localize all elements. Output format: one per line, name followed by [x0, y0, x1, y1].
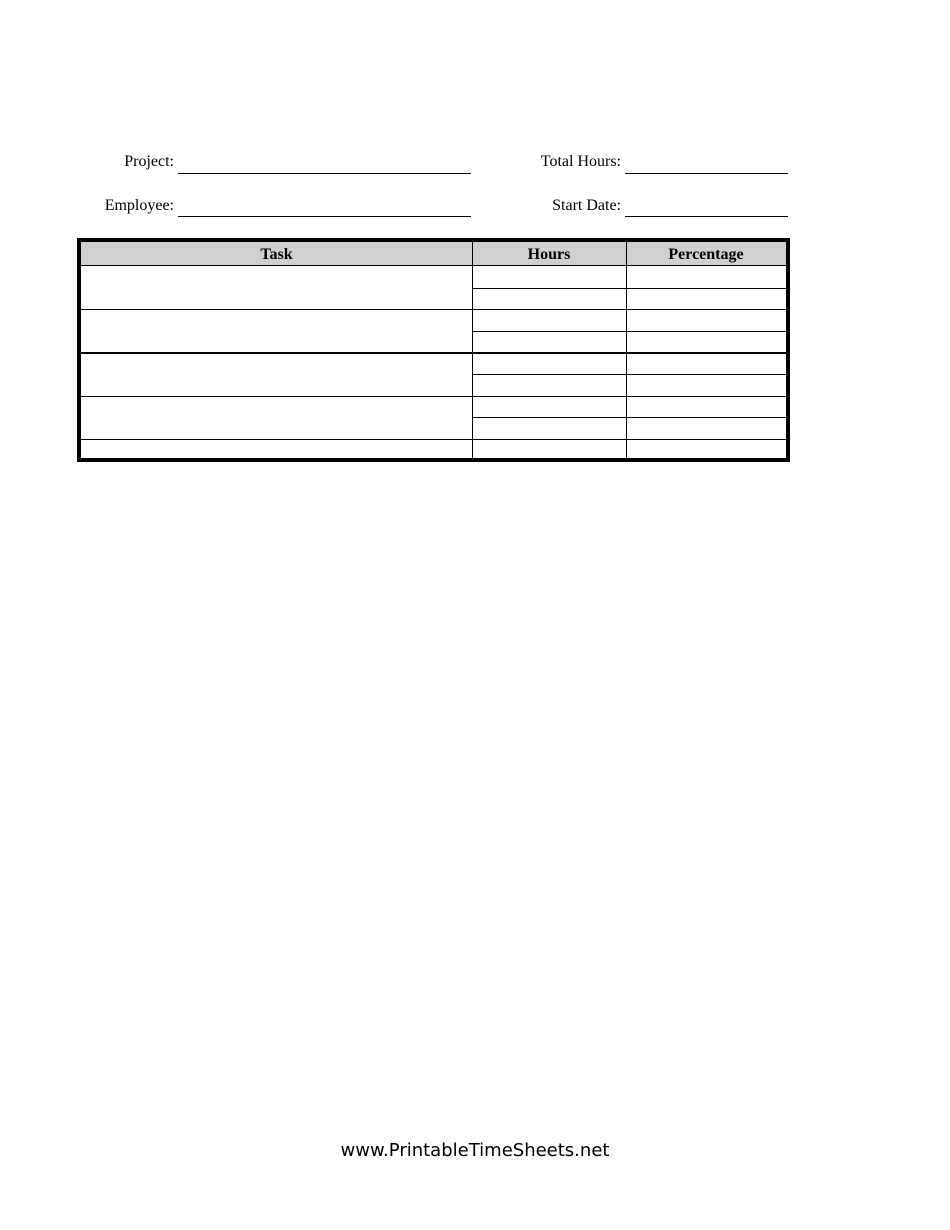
task-table [77, 238, 790, 462]
task-cell[interactable] [81, 397, 472, 439]
sub-row-separator [472, 331, 786, 332]
start-date-label: Start Date: [552, 197, 621, 214]
total-hours-label: Total Hours: [540, 153, 621, 170]
start-date-input-line[interactable] [625, 216, 788, 217]
project-input-line[interactable] [178, 173, 471, 174]
column-divider [472, 242, 473, 458]
employee-label: Employee: [104, 197, 174, 214]
total-hours-input-line[interactable] [625, 173, 788, 174]
footer-url: www.PrintableTimeSheets.net [340, 1140, 610, 1161]
project-label: Project: [124, 153, 174, 170]
employee-input-line[interactable] [178, 216, 471, 217]
task-cell[interactable] [81, 267, 472, 309]
column-header-hours: Hours [472, 242, 626, 266]
column-divider [626, 242, 627, 458]
column-header-task: Task [81, 242, 472, 266]
task-cell[interactable] [81, 354, 472, 396]
sub-row-separator [472, 374, 786, 375]
task-cell[interactable] [81, 440, 472, 458]
task-cell[interactable] [81, 310, 472, 352]
sub-row-separator [472, 288, 786, 289]
column-header-percentage: Percentage [626, 242, 786, 266]
sub-row-separator [472, 417, 786, 418]
